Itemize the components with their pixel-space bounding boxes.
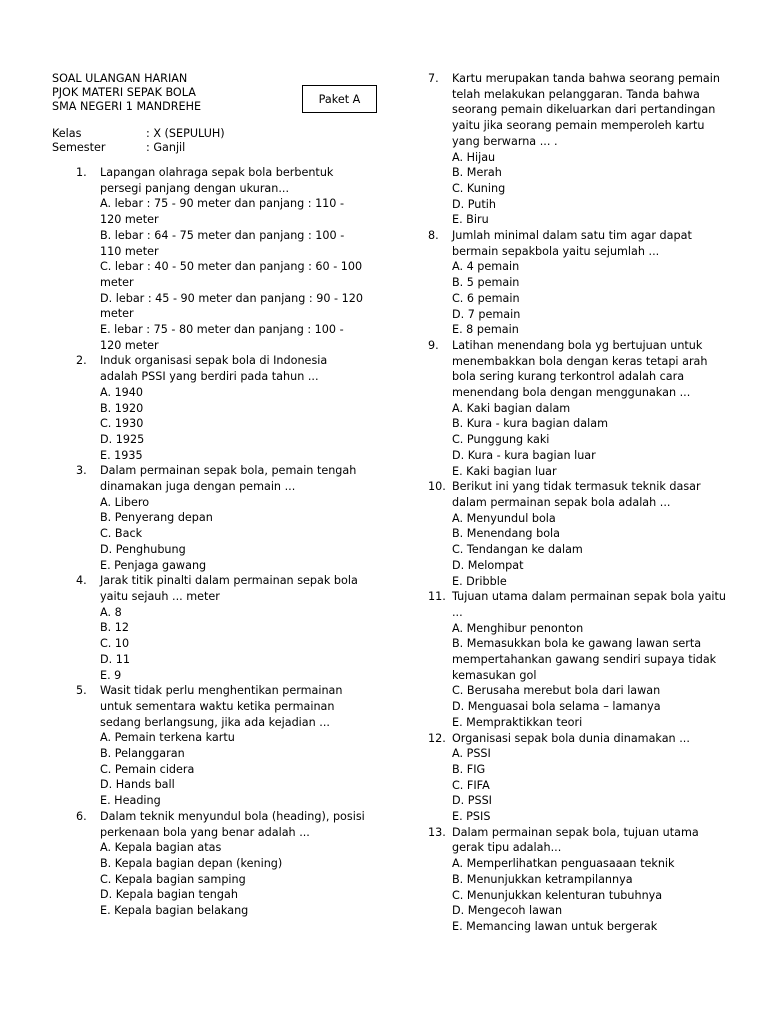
answer-option: E. lebar : 75 - 80 meter dan panjang : 100 - 120 meter (100, 323, 344, 352)
answer-option: B. 1920 (100, 401, 144, 415)
answer-option: D. lebar : 45 - 90 meter dan panjang : 90 - 120 meter (100, 291, 363, 321)
semester-value: : Ganjil (146, 141, 186, 154)
answer-option: B. lebar : 64 - 75 meter dan panjang : 100 - 110 meter (100, 228, 345, 258)
question-number: 5. (76, 684, 87, 698)
question-number: 1. (76, 166, 87, 179)
answer-option: B. Kepala bagian depan (kening) (100, 856, 283, 870)
answer-option: C. Menunjukkan kelenturan tubuhnya (452, 888, 663, 902)
answer-option: B. Kura - kura bagian dalam (452, 417, 608, 431)
paket-label: Paket A (318, 92, 361, 106)
question-item (76, 165, 366, 353)
answer-option: B. Menendang bola (452, 527, 561, 541)
answer-option: D. Penghubung (100, 542, 186, 556)
answer-option: C. 1930 (100, 417, 144, 431)
header-title: SOAL ULANGAN HARIAN (52, 72, 188, 85)
question-text: Tujuan utama dalam permainan sepak bola yaitu ... (452, 590, 727, 619)
answer-option: B. Pelanggaran (100, 747, 185, 761)
answer-option: E. Heading (100, 794, 161, 808)
question-text: Wasit tidak perlu menghentikan permainan untuk sementara waktu ketika permainan sedang berlangsung, jika ada kejadian ... (100, 684, 343, 729)
questions-left-column (76, 165, 366, 919)
question-item (76, 683, 366, 809)
answer-option: C. Berusaha merebut bola dari lawan (452, 684, 661, 698)
answer-option: C. Kepala bagian samping (100, 872, 246, 886)
answer-option: C. lebar : 40 - 50 meter dan panjang : 60 - 100 meter (100, 260, 363, 289)
answer-option: B. 5 pemain (452, 276, 520, 290)
answer-option: A. 1940 (100, 385, 144, 399)
meta-semester-row (52, 141, 225, 155)
answer-option: A. Kaki bagian dalam (452, 401, 571, 415)
semester-label: Semester (52, 141, 106, 154)
answer-option: E. Penjaga gawang (100, 558, 207, 572)
answer-option: A. Libero (100, 495, 150, 509)
answer-option: A. PSSI (452, 747, 491, 761)
answer-option: D. Kura - kura bagian luar (452, 448, 596, 462)
question-text: Organisasi sepak bola dunia dinamakan ... (452, 731, 690, 745)
meta-kelas-row (52, 127, 225, 141)
question-number: 11. (428, 590, 446, 604)
question-text: Dalam permainan sepak bola, pemain tengah dinamakan juga dengan pemain ... (100, 464, 357, 494)
answer-option: C. Tendangan ke dalam (452, 543, 583, 557)
question-text: Induk organisasi sepak bola di Indonesia adalah PSSI yang berdiri pada tahun ... (100, 354, 328, 384)
header-school: SMA NEGERI 1 MANDREHE (52, 100, 202, 113)
question-number: 10. (428, 480, 446, 494)
question-item (428, 825, 728, 935)
answer-option: A. 8 (100, 605, 122, 619)
answer-option: D. 7 pemain (452, 307, 521, 321)
answer-option: E. Dribble (452, 574, 507, 588)
question-number: 6. (76, 809, 87, 823)
question-text: Jarak titik pinalti dalam permainan sepak bola yaitu sejauh ... meter (100, 574, 358, 603)
question-item (428, 731, 728, 825)
answer-option: B. Merah (452, 166, 502, 180)
question-number: 7. (428, 72, 439, 85)
answer-option: C. 10 (100, 637, 130, 651)
question-item (76, 463, 366, 573)
answer-option: A. Memperlihatkan penguasaaan teknik (452, 857, 675, 871)
question-item (428, 71, 728, 228)
answer-option: E. 9 (100, 668, 122, 682)
answer-option: A. Menyundul bola (452, 511, 556, 525)
question-item (428, 589, 728, 730)
question-item (76, 353, 366, 463)
answer-option: C. Kuning (452, 181, 506, 195)
answer-option: E. Biru (452, 213, 489, 227)
answer-option: B. Menunjukkan ketrampilannya (452, 872, 633, 886)
question-number: 4. (76, 574, 87, 588)
question-item (428, 479, 728, 589)
answer-option: C. 6 pemain (452, 291, 520, 305)
question-number: 8. (428, 229, 439, 243)
answer-option: D. Menguasai bola selama – lamanya (452, 700, 661, 714)
answer-option: E. Mempraktikkan teori (452, 715, 583, 729)
answer-option: D. Mengecoh lawan (452, 904, 563, 918)
answer-option: E. Kaki bagian luar (452, 464, 557, 478)
paket-box (302, 85, 377, 113)
answer-option: D. Hands ball (100, 778, 175, 792)
question-text: Dalam permainan sepak bola, tujuan utama gerak tipu adalah... (452, 825, 699, 855)
question-number: 12. (428, 731, 446, 745)
answer-option: E. 1935 (100, 448, 143, 462)
answer-option: A. Menghibur penonton (452, 621, 584, 635)
answer-option: D. Putih (452, 197, 496, 211)
question-item (428, 338, 728, 479)
answer-option: E. PSIS (452, 810, 491, 824)
answer-option: D. PSSI (452, 794, 492, 808)
question-text: Jumlah minimal dalam satu tim agar dapat bermain sepakbola yaitu sejumlah ... (452, 229, 692, 258)
question-item (76, 809, 366, 919)
answer-option: D. Melompat (452, 558, 524, 572)
kelas-value: : X (SEPULUH) (146, 127, 225, 140)
answer-option: B. FIG (452, 762, 486, 776)
kelas-label: Kelas (52, 127, 82, 140)
answer-option: A. Hijau (452, 150, 496, 164)
document-header (52, 72, 201, 114)
answer-option: A. lebar : 75 - 90 meter dan panjang : 110 - 120 meter (100, 197, 345, 227)
question-text: Lapangan olahraga sepak bola berbentuk persegi panjang dengan ukuran... (100, 166, 334, 195)
question-text: Dalam teknik menyundul bola (heading), posisi perkenaan bola yang benar adalah ... (100, 809, 365, 839)
answer-option: D. Kepala bagian tengah (100, 888, 238, 902)
answer-option: B. Penyerang depan (100, 511, 213, 525)
question-number: 2. (76, 354, 87, 368)
answer-option: C. FIFA (452, 778, 490, 792)
question-text: Berikut ini yang tidak termasuk teknik dasar dalam permainan sepak bola adalah ... (452, 480, 701, 509)
answer-option: E. 8 pemain (452, 323, 519, 337)
question-item (428, 228, 728, 338)
question-number: 13. (428, 825, 446, 839)
question-number: 9. (428, 338, 439, 352)
answer-option: C. Back (100, 527, 143, 541)
answer-option: A. Kepala bagian atas (100, 841, 222, 855)
answer-option: E. Memancing lawan untuk bergerak (452, 919, 658, 933)
answer-option: A. 4 pemain (452, 260, 520, 274)
question-text: Latihan menendang bola yg bertujuan untuk menembakkan bola dengan keras tetapi arah bola sering kurang terkontrol adalah cara menendang bola dengan menggunakan ... (452, 338, 708, 400)
answer-option: A. Pemain terkena kartu (100, 731, 235, 745)
answer-option: C. Pemain cidera (100, 762, 195, 776)
question-text: Kartu merupakan tanda bahwa seorang pemain telah melakukan pelanggaran. Tanda bahwa seorang pemain dikeluarkan dari pertandingan yaitu jika seorang pemain memperoleh kartu yang berwarna ... . (452, 72, 720, 148)
answer-option: E. Kepala bagian belakang (100, 904, 249, 918)
question-item (76, 573, 366, 683)
question-number: 3. (76, 464, 87, 478)
answer-option: B. Memasukkan bola ke gawang lawan serta mempertahankan gawang sendiri supaya tidak kemasukan gol (452, 637, 717, 682)
exam-meta (52, 127, 225, 155)
header-subject: PJOK MATERI SEPAK BOLA (52, 86, 196, 99)
answer-option: C. Punggung kaki (452, 433, 550, 447)
answer-option: D. 1925 (100, 432, 145, 446)
answer-option: D. 11 (100, 652, 130, 666)
answer-option: B. 12 (100, 621, 130, 635)
questions-right-column (428, 71, 728, 935)
